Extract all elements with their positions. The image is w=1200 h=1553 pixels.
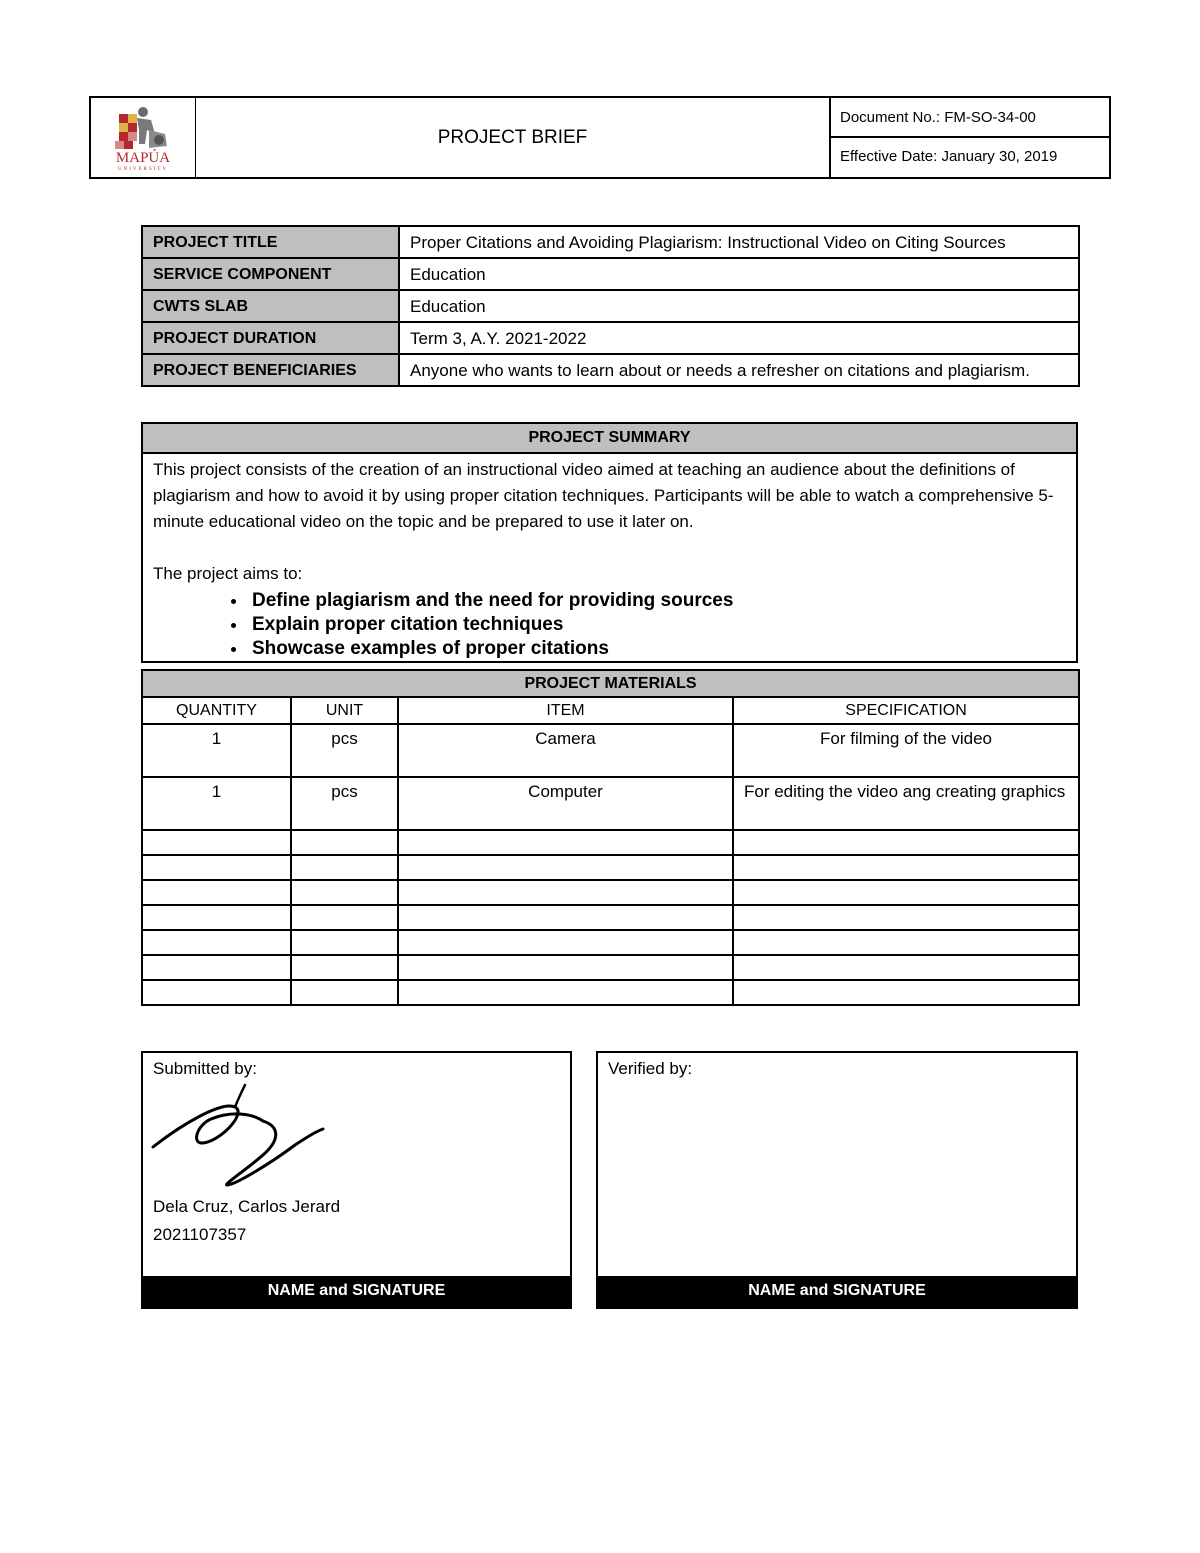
service-component-label: SERVICE COMPONENT xyxy=(142,258,399,290)
summary-heading: PROJECT SUMMARY xyxy=(143,424,1076,454)
cwts-slab-label: CWTS SLAB xyxy=(142,290,399,322)
column-header-specification: SPECIFICATION xyxy=(733,697,1079,724)
cell-specification: For filming of the video xyxy=(733,724,1079,777)
aim-item: • Explain proper citation techniques xyxy=(248,613,1066,637)
table-row-empty xyxy=(142,955,1079,980)
project-duration-value: Term 3, A.Y. 2021-2022 xyxy=(399,322,1079,354)
submitted-by-label: Submitted by: xyxy=(153,1059,257,1078)
cell-quantity: 1 xyxy=(142,777,291,830)
table-row xyxy=(142,777,1079,830)
logo-subtext: UNIVERSITY xyxy=(118,167,168,172)
info-row-title xyxy=(142,226,1079,258)
document-header xyxy=(89,96,1111,179)
info-row-service xyxy=(142,258,1079,290)
materials-column-headers xyxy=(142,697,1079,724)
project-info-table xyxy=(141,225,1080,387)
cell-quantity: 1 xyxy=(142,724,291,777)
project-beneficiaries-label: PROJECT BENEFICIARIES xyxy=(142,354,399,386)
logo-cell xyxy=(91,98,196,177)
column-header-unit: UNIT xyxy=(291,697,398,724)
table-row-empty xyxy=(142,980,1079,1005)
table-row-empty xyxy=(142,880,1079,905)
project-beneficiaries-value: Anyone who wants to learn about or needs a refresher on citations and plagiarism. xyxy=(399,354,1079,386)
project-summary xyxy=(141,422,1078,663)
cell-item: Camera xyxy=(398,724,733,777)
summary-body xyxy=(143,454,1076,661)
project-title-value: Proper Citations and Avoiding Plagiarism: Instructional Video on Citing Sources xyxy=(399,226,1079,258)
table-row-empty xyxy=(142,855,1079,880)
cell-unit: pcs xyxy=(291,724,398,777)
document-number: Document No.: FM-SO-34-00 xyxy=(831,98,1109,138)
table-row-empty xyxy=(142,905,1079,930)
summary-paragraph: This project consists of the creation of an instructional video aimed at teaching an audience about the definitions of plagiarism and how to avoid it by using proper citation techniques. Participants will be able to watch a comprehensive 5-minute educational video on the topic and be prepared to use it later on. xyxy=(153,460,1054,531)
verified-by-box xyxy=(596,1051,1078,1309)
signature-drawing xyxy=(151,1081,331,1191)
effective-date: Effective Date: January 30, 2019 xyxy=(840,148,1058,165)
page-title: PROJECT BRIEF xyxy=(196,98,831,177)
project-duration-label: PROJECT DURATION xyxy=(142,322,399,354)
aims-list xyxy=(153,589,1066,661)
cell-item: Computer xyxy=(398,777,733,830)
verified-by-label: Verified by: xyxy=(608,1059,693,1078)
submitted-signature-footer: NAME and SIGNATURE xyxy=(143,1276,570,1307)
cwts-slab-value: Education xyxy=(399,290,1079,322)
table-row xyxy=(142,724,1079,777)
materials-heading: PROJECT MATERIALS xyxy=(142,670,1079,697)
aims-intro: The project aims to: xyxy=(153,564,303,583)
aim-item: • Showcase examples of proper citations xyxy=(248,637,1066,661)
aim-item: • Define plagiarism and the need for providing sources xyxy=(248,589,1066,613)
project-title-label: PROJECT TITLE xyxy=(142,226,399,258)
submitter-name: Dela Cruz, Carlos Jerard xyxy=(153,1197,341,1216)
verified-signature-footer: NAME and SIGNATURE xyxy=(598,1276,1076,1307)
cell-unit: pcs xyxy=(291,777,398,830)
info-row-beneficiaries xyxy=(142,354,1079,386)
info-row-cwts xyxy=(142,290,1079,322)
service-component-value: Education xyxy=(399,258,1079,290)
logo-wordmark: MAPÚA xyxy=(115,150,171,166)
materials-heading-row xyxy=(142,670,1079,697)
column-header-item: ITEM xyxy=(398,697,733,724)
info-row-duration xyxy=(142,322,1079,354)
table-row-empty xyxy=(142,830,1079,855)
table-row-empty xyxy=(142,930,1079,955)
cell-specification: For editing the video ang creating graphics xyxy=(733,777,1079,830)
column-header-quantity: QUANTITY xyxy=(142,697,291,724)
submitter-id: 2021107357 xyxy=(153,1225,247,1244)
submitted-by-box xyxy=(141,1051,572,1309)
project-materials-table xyxy=(141,669,1080,1006)
mapua-logo xyxy=(93,100,193,176)
